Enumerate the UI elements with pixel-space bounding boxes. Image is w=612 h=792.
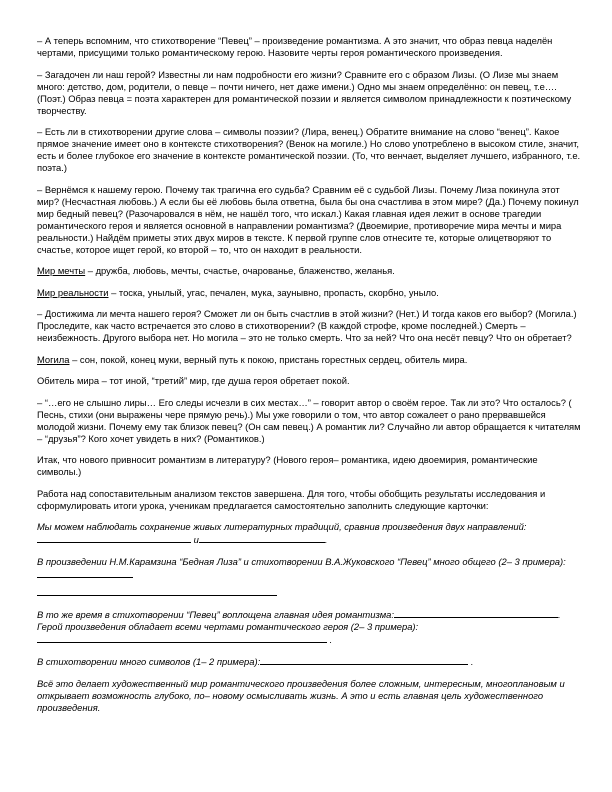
card-traditions-dot: . [324, 534, 328, 545]
blank-symbols[interactable] [260, 655, 468, 665]
paragraph-real-world [37, 287, 584, 299]
paragraph-mysterious-hero: – Загадочен ли наш герой? Известны ли нам подробности его жизни? Сравните его с образом Лизы. (О Лизе мы знаем много: детство, дом, родители, о певце – почти ничего, нет даже имени.) Одно мы знаем определённо: он певец, т.е…. (Поэт.) Образ певца = поэта характерен для романтической поэзии и является символом принадлежности к поэтическому творчеству. [37, 68, 572, 116]
card-hero-traits-text: Герой произведения обладает всеми чертами романтического героя (2– 3 примера): [37, 620, 419, 632]
paragraph-romanticism-new: Итак, что нового привносит романтизм в литературу? (Нового героя– романтика, идею двоемирия, романтические символы.) [37, 454, 538, 477]
card-conclusion: Всё это делает художественный мир романтического произведения более сложным, интересным, многоплановым и открывает возможность глубоко, по– новому осмысливать жизнь. А это и есть главная цель художественного произведения. [37, 677, 565, 713]
card-common-features-text: В произведении Н.М.Карамзина “Бедная Лиза” и стихотворении В.А.Жуковского “Певец” много общего (2– 3 примера): [37, 555, 566, 567]
card-symbols-text: В стихотворении много символов (1– 2 примера): [37, 656, 261, 667]
card-main-idea-dot: . [557, 608, 561, 620]
blank-hero-traits[interactable] [37, 633, 327, 643]
blank-common-examples-line[interactable] [37, 595, 277, 596]
card-symbols [37, 655, 584, 668]
blank-direction-2[interactable] [199, 533, 325, 543]
card-traditions-text: Мы можем наблюдать сохранение живых литературных традиций, сравнив произведения двух направлений: [37, 521, 527, 532]
dream-world-text: – дружба, любовь, мечты, счастье, очарованье, блаженство, желанья. [85, 265, 395, 276]
grave-text: – сон, покой, конец муки, верный путь к покою, пристань горестных сердец, обитель мира. [69, 353, 468, 365]
card-traditions [37, 521, 584, 546]
paragraph-grave [37, 354, 584, 366]
card-main-idea-text: В то же время в стихотворении “Певец” воплощена главная идея романтизма: [37, 608, 394, 620]
paragraph-dream-world [37, 265, 584, 277]
blank-common-examples[interactable] [37, 568, 133, 578]
blank-main-idea[interactable] [394, 608, 558, 618]
paragraph-abode-of-peace: Обитель мира – тот иной, “третий” мир, где душа героя обретает покой. [37, 375, 350, 386]
card-common-features [37, 556, 584, 581]
paragraph-poetry-symbols: – Есть ли в стихотворении другие слова – символы поэзии? (Лира, венец.) Обратите внимание на слово “венец”. Какое прямое значение имеет оно в контексте стихотворения? (Венок на могиле.) Но слово употреблено в высоком стиле, значит, есть и более глубокое его значение в контексте романтической поэзии. (То, что венчает, выделяет лучшего, избранного, т.е. поэта.) [37, 126, 581, 173]
card-main-idea [37, 608, 584, 646]
paragraph-dream-attainable: – Достижима ли мечта нашего героя? Сможет ли он быть счастлив в этой жизни? (Нет.) И тогда каков его выбор? (Могила.) Проследите, как часто встречается это слово в стихотворении? (В каждой строфе, кроме последней.) Смерть – неизбежность. Другого выбора нет. Но могила – это не только смерть. Что за ней? Что она несёт певцу? Что он обретает? [37, 308, 577, 343]
dream-world-label: Мир мечты [37, 265, 86, 276]
real-world-label: Мир реальности [37, 286, 109, 298]
paragraph-tragic-fate: – Вернёмся к нашему герою. Почему так трагична его судьба? Сравним её с судьбой Лизы. Почему Лиза покинула этот мир? (Несчастная любовь.) А если бы её любовь была ответна, была бы она счастлива в этом мире? (Да.) Почему покинул мир бедный певец? (Разочаровался в нём, не нашёл того, что искал.) Какая главная идея лежит в основе трагедии романтического героя и является основной в направлении романтизма? (Двоемирие, противоречие мира мечты и мира реальности.) Найдём приметы этих двух миров в тексте. К первой группе слов отнесите те, которые олицетворяют то счастье, которое ищет герой, ко второй – то, что он находит в реальности. [37, 183, 579, 255]
paragraph-lyre-quote: – “…его не слышно лиры… Его следы исчезли в сих местах…” – говорит автор о своём герое. Так ли это? Что осталось? ( Песнь, стихи (они выражены чере прямую речь).) Мы уже говорили о том, что автор сожалеет о рано прервавшейся молодой жизни. Почему ему так близок певец? (Он сам певец.) А романтик ли? Случайно ли автор обращается к читателям – “друзья”? Кого хочет увидеть в них? (Романтиков.) [37, 396, 581, 444]
card-traditions-and: и [193, 534, 199, 545]
grave-label: Могила [37, 353, 70, 365]
real-world-text: – тоска, унылый, угас, печален, мука, заунывно, пропасть, скорбно, уныло. [108, 286, 439, 298]
paragraph-romanticism-intro: – А теперь вспомним, что стихотворение “Певец” – произведение романтизма. А это значит, что образ певца наделён чертами, присущими только романтическому герою. Назовите черты героя романтического произведения. [37, 35, 553, 58]
blank-direction-1[interactable] [37, 533, 191, 543]
card-hero-traits-dot: . [329, 633, 333, 645]
card-symbols-dot: . [470, 656, 474, 667]
paragraph-cards-intro: Работа над сопоставительным анализом текстов завершена. Для того, чтобы обобщить результаты исследования и сформулировать итоги урока, ученикам предлагается самостоятельно заполнить следующие карточки: [37, 487, 546, 511]
